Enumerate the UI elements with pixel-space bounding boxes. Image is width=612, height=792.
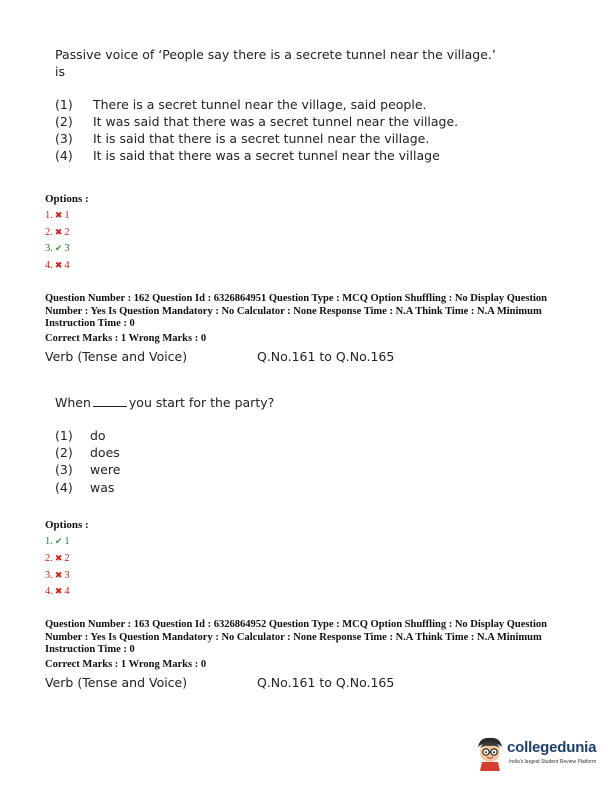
- option-text: was: [90, 480, 115, 495]
- answer-value: 4: [64, 260, 70, 271]
- answer-value: 3: [64, 570, 70, 581]
- answer-value: 1: [64, 536, 70, 547]
- check-icon: ✔: [54, 536, 63, 546]
- cross-icon: ✖: [54, 570, 63, 580]
- question-range: Q.No.161 to Q.No.165: [257, 349, 395, 364]
- options-heading: Options :: [45, 519, 89, 531]
- meta-line: Instruction Time : 0: [45, 318, 135, 329]
- options-heading: Options :: [45, 193, 89, 205]
- answer-value: 3: [64, 243, 70, 254]
- option-text: does: [90, 445, 120, 460]
- option-text: It is said that there was a secret tunnel near the village: [93, 148, 440, 163]
- option-number: (4): [55, 148, 73, 163]
- answer-option-correct: [45, 242, 70, 255]
- meta-line: Instruction Time : 0: [45, 644, 135, 655]
- answer-value: 4: [64, 586, 70, 597]
- option-number: (2): [55, 114, 73, 129]
- answer-prefix: 4.: [45, 260, 53, 271]
- collegedunia-logo: [474, 735, 604, 775]
- option-number: (3): [55, 131, 73, 146]
- option-text: It is said that there is a secret tunnel near the village.: [93, 131, 430, 146]
- option-number: (1): [55, 97, 73, 112]
- answer-value: 1: [64, 210, 70, 221]
- answer-prefix: 1.: [45, 210, 53, 221]
- answer-value: 2: [64, 227, 70, 238]
- question-range: Q.No.161 to Q.No.165: [257, 675, 395, 690]
- cross-icon: ✖: [54, 260, 63, 270]
- meta-line: Question Number : 162 Question Id : 6326864951 Question Type : MCQ Option Shuffling : No Display Question: [45, 293, 548, 304]
- answer-prefix: 3.: [45, 243, 53, 254]
- topic-label: Verb (Tense and Voice): [45, 675, 188, 690]
- answer-option: [45, 259, 70, 272]
- question-stem: [55, 395, 274, 410]
- meta-line: Question Number : 163 Question Id : 6326864952 Question Type : MCQ Option Shuffling : No Display Question: [45, 619, 548, 630]
- question-meta: [45, 293, 575, 331]
- option-text: were: [90, 462, 121, 477]
- topic-label: Verb (Tense and Voice): [45, 349, 188, 364]
- option-number: (3): [55, 462, 73, 477]
- answer-option-correct: [45, 535, 70, 548]
- option-number: (2): [55, 445, 73, 460]
- answer-prefix: 1.: [45, 536, 53, 547]
- meta-line: Number : Yes Is Question Mandatory : No Calculator : None Response Time : N.A Think Time : N.A Minimum: [45, 305, 542, 317]
- option-text: do: [90, 428, 106, 443]
- fill-blank: [93, 395, 127, 407]
- question-stem-line1: Passive voice of ‘People say there is a secrete tunnel near the village.’: [55, 47, 496, 62]
- option-text: There is a secret tunnel near the village, said people.: [93, 97, 427, 112]
- question-stem-line2: is: [55, 64, 65, 79]
- logo-tagline: India's largest Student Review Platform: [509, 759, 597, 765]
- answer-option: [45, 552, 70, 565]
- cross-icon: ✖: [54, 586, 63, 596]
- cross-icon: ✖: [54, 227, 63, 237]
- stem-after-blank: you start for the party?: [128, 395, 275, 410]
- answer-prefix: 2.: [45, 553, 53, 564]
- answer-option: [45, 226, 70, 239]
- check-icon: ✔: [54, 243, 63, 253]
- marks-info: Correct Marks : 1 Wrong Marks : 0: [45, 659, 207, 670]
- answer-prefix: 3.: [45, 570, 53, 581]
- mascot-icon: [474, 735, 506, 771]
- option-number: (1): [55, 428, 73, 443]
- answer-option: [45, 569, 70, 582]
- answer-option: [45, 209, 70, 222]
- question-meta: [45, 619, 575, 657]
- cross-icon: ✖: [54, 553, 63, 563]
- answer-option: [45, 585, 70, 598]
- option-number: (4): [55, 480, 73, 495]
- answer-value: 2: [64, 553, 70, 564]
- option-text: It was said that there was a secret tunnel near the village.: [93, 114, 459, 129]
- answer-prefix: 4.: [45, 586, 53, 597]
- answer-prefix: 2.: [45, 227, 53, 238]
- meta-line: Number : Yes Is Question Mandatory : No Calculator : None Response Time : N.A Think Time : N.A Minimum: [45, 631, 542, 643]
- cross-icon: ✖: [54, 210, 63, 220]
- logo-wordmark: collegedunia: [507, 739, 597, 756]
- stem-before-blank: When: [55, 395, 91, 410]
- marks-info: Correct Marks : 1 Wrong Marks : 0: [45, 333, 207, 344]
